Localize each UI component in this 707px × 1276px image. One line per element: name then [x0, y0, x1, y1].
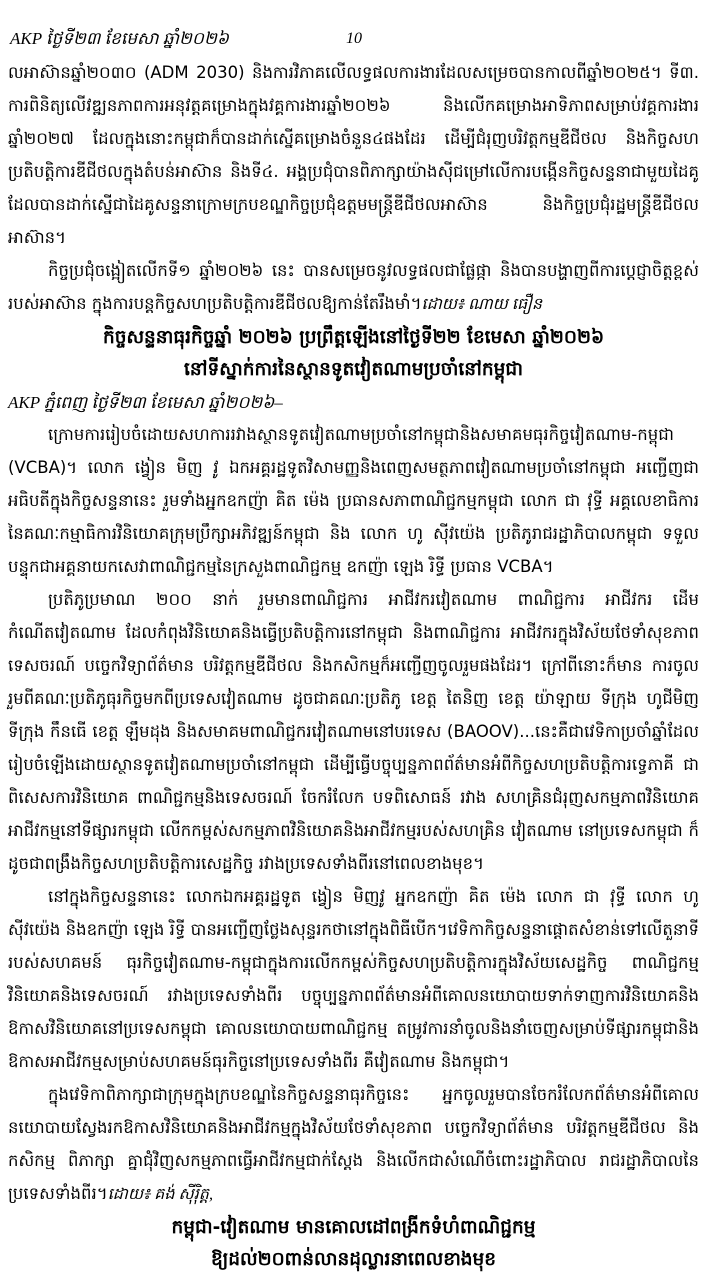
paragraph: ប្រតិភូប្រមាណ ២០០ នាក់ រួមមានពាណិជ្ជការ អាជីវករវៀតណាម ពាណិជ្ជការ អាជីវករ ដើមកំណើតវៀតណាម ដែលកំពុងវិនិយោគនិងធ្វើប្រតិបត្តិការនៅកម្ពុជា និងពាណិជ្ជការ អាជីវករក្នុងវិស័យថែទាំសុខភាព ទេសចរណ៍ បច្ចេកវិទ្យាព័ត៌មាន បរិវត្តកម្មឌីជីថល និងកសិកម្មក៏អញ្ជើញចូលរួមផងដែរ។ ក្រៅពីនោះក៏មាន ការចូលរួមពីគណៈប្រតិភូធុរកិច្ចមកពីប្រទេសវៀតណាម ដូចជាគណៈប្រតិភូ ខេត្ត តៃនិញ ខេត្ត យ៉ាឡាយ ទីក្រុង ហូជីមិញ ទីក្រុង កឹនធើ ខេត្ត ឡឹមដុង និងសមាគមពាណិជ្ជករវៀតណាមនៅបរទេស (BAOOV)...នេះគឺជាវេទិកាប្រចាំឆ្នាំដែលរៀបចំឡើងដោយស្ថានទូតវៀតណាមប្រចាំនៅកម្ពុជា ដើម្បីធ្វើបច្ចុប្បន្នភាពព័ត៌មានអំពីកិច្ចសហប្រតិបត្តិការទ្វេភាគី ជាពិសេសការវិនិយោគ ពាណិជ្ជកម្មនិងទេសចរណ៍ ចែករំលែក បទពិសោធន៍ រវាង សហគ្រិនជំរុញសកម្មភាពវិនិយោគ អាជីវកម្មនៅទីផ្សារកម្ពុជា លើកកម្ពស់សកម្មភាពវិនិយោគនិងអាជីវកម្មរបស់សហគ្រិន វៀតណាម នៅប្រទេសកម្ពុជា ក៏ដូចជាពង្រឹងកិច្ចសហប្រតិបត្តិការសេដ្ឋកិច្ច រវាងប្រទេសទាំងពីរនៅពេលខាងមុខ។	[8, 590, 699, 873]
byline-business-article: ដោយ៖ គង់ ស៊ីរ៉ិត្ត,	[107, 1186, 213, 1203]
article-dateline: AKP ភ្នំពេញ ថ្ងៃទី២៣ ខែមេសា ឆ្នាំ២០២៦–	[8, 393, 283, 412]
paragraph	[8, 1078, 699, 1211]
article-business-dialogue	[8, 322, 699, 1211]
next-headline-line-1: កម្ពុជា-វៀតណាម មានគោលដៅពង្រីកទំហំពាណិជ្ជកម្ម	[171, 1217, 536, 1238]
headline-line-2: នៅទីស្នាក់ការនៃស្ថានទូតវៀតណាមប្រចាំនៅកម្ពុជា	[184, 359, 523, 380]
continuation-paragraph: លអាស៊ានឆ្នាំ២០៣០ (ADM 2030) និងការវិភាគលើលទ្ធផលការងារដែលសម្រេចបានកាលពីឆ្នាំ២០២៥។ ទី៣. ការពិនិត្យលើវឌ្ឍនភាពការអនុវត្តគម្រោងក្នុងវគ្គការងារឆ្នាំ២០២៦ និងលើកគម្រោងអាទិភាពសម្រាប់វគ្គការងារឆ្នាំ២០២៧ ដែលក្នុងនោះកម្ពុជាក៏បានដាក់ស្នើគម្រោងចំនួន៤ផងដែរ ដើម្បីជំរុញបរិវត្តកម្មឌីជីថល និងកិច្ចសហប្រតិបត្តិការឌីជីថលក្នុងតំបន់អាស៊ាន និងទី៤. អង្គប្រជុំបានពិភាក្សាយ៉ាងស៊ីជម្រៅលើការបង្កើនកិច្ចសន្ទនាជាមួយដៃគូដែលបានដាក់ស្នើជាដៃគូសន្ទនាក្រោមក្របខណ្ឌកិច្ចប្រជុំឧត្តមមន្ត្រីឌីជីថលអាស៊ាន និងកិច្ចប្រជុំរដ្ឋមន្ត្រីឌីជីថលអាស៊ាន។	[8, 63, 699, 247]
paragraph-text: ក្នុងវេទិកាពិភាក្សាជាក្រុមក្នុងក្របខណ្ឌនៃកិច្ចសន្ទនាធុរកិច្ចនេះ អ្នកចូលរួមបានចែករំលែកព័ត៌មានអំពីគោលនយោបាយស្វែងរកឱកាសវិនិយោគនិងអាជីវកម្មក្នុងវិស័យថែទាំសុខភាព បច្ចេកវិទ្យាព័ត៌មាន បរិវត្តកម្មឌីជីថល និងកសិកម្ម ពិភាក្សា គ្នាជុំវិញសកម្មភាពធ្វើអាជីវកម្មជាក់ស្តែង និងលើកជាសំណើចំពោះរដ្ឋាភិបាល រាជរដ្ឋាភិបាលនៃប្រទេសទាំងពីរ។	[8, 1085, 699, 1203]
article-asean-digital	[8, 56, 699, 321]
next-headline-line-2: ឱ្យដល់២០ពាន់លានដុល្លារនាពេលខាងមុខ	[210, 1249, 497, 1270]
paragraph: នៅក្នុងកិច្ចសន្ទនានេះ លោកឯកអគ្គរដ្ឋទូត ង្វៀន មិញវូ អ្នកឧកញ៉ា គិត ម៉េង លោក ជា វុទ្ធី លោក ហូ ស៊ីវយ៉េង និងឧកញ៉ា ឡេង រិទ្ធី បានអញ្ជើញថ្លែងសុន្ទរកថានៅក្នុងពិធីបើក។វេទិកាកិច្ចសន្ទនាផ្តោតសំខាន់ទៅលើតួនាទីរបស់សហគមន៍ ធុរកិច្ចវៀតណាម-កម្ពុជាក្នុងការលើកកម្ពស់កិច្ចសហប្រតិបត្តិការក្នុងវិស័យសេដ្ឋកិច្ច ពាណិជ្ជកម្ម វិនិយោគនិងទេសចរណ៍ រវាងប្រទេសទាំងពីរ បច្ចុប្បន្នភាពព័ត៌មានអំពីគោលនយោបាយទាក់ទាញការវិនិយោគនិងឱកាសវិនិយោគនៅប្រទេសកម្ពុជា គោលនយោបាយពាណិជ្ជកម្ម តម្រូវការនាំចូលនិងនាំចេញសម្រាប់ទីផ្សារកម្ពុជានិងឱកាសអាជីវកម្មសម្រាប់សហគមន៍ធុរកិច្ចនៅប្រទេសទាំងពីរ គឺវៀតណាម និងកម្ពុជា។	[8, 887, 699, 1071]
byline-asean-article: ដោយ៖ ណាយ ធឿន	[421, 296, 543, 313]
paragraph: ក្រោមការរៀបចំដោយសហការរវាងស្ថានទូតវៀតណាមប្រចាំនៅកម្ពុជានិងសមាគមធុរកិច្ចវៀតណាម-កម្ពុជា (VCBA)។ លោក ង្វៀន មិញ វូ ឯកអគ្គរដ្ឋទូតវិសាមញ្ញនិងពេញសមត្ថភាពវៀតណាមប្រចាំនៅកម្ពុជា អញ្ជើញជា អធិបតីក្នុងកិច្ចសន្ទនានេះ រួមទាំងអ្នកឧកញ៉ា គិត ម៉េង ប្រធានសភាពាណិជ្ជកម្មកម្ពុជា លោក ជា វុទ្ធី អគ្គលេខាធិការនៃគណៈកម្មាធិការវិនិយោគក្រុមប្រឹក្សាអភិវឌ្ឍន៍កម្ពុជា និង លោក ហូ ស៊ីវយ៉េង ប្រតិភូរាជរដ្ឋាភិបាលកម្ពុជា ទទួលបន្ទុកជាអគ្គនាយកសេវាពាណិជ្ជកម្មនៃក្រសួងពាណិជ្ជកម្ម ឧកញ៉ា ឡេង រិទ្ធី ប្រធាន VCBA។	[8, 425, 699, 576]
article-body	[8, 418, 699, 1211]
next-article-headline	[8, 1212, 699, 1276]
header-issue-dateline: AKP ថ្ងៃទី២៣ ខែមេសា ឆ្នាំ២០២៦	[10, 29, 229, 48]
headline-line-1: កិច្ចសន្ទនាធុរកិច្ចឆ្នាំ ២០២៦ ប្រព្រឹត្តឡើងនៅថ្ងៃទី២២ ខែមេសា ឆ្នាំ២០២៦	[102, 327, 605, 348]
page-number: 10	[346, 30, 362, 47]
closing-paragraph-text: កិច្ចប្រជុំចង្អៀតលើកទី១ ឆ្នាំ២០២៦ នេះ បានសម្រេចនូវលទ្ធផលជាផ្លែផ្កា និងបានបង្ហាញពីការប្តេជ្ញាចិត្តខ្ពស់របស់អាស៊ាន ក្នុងការបន្តកិច្ចសហប្រតិបត្តិការឌីជីថលឱ្យកាន់តែរឹងមាំ។	[8, 261, 699, 313]
closing-paragraph	[8, 254, 699, 321]
page-header	[8, 26, 699, 56]
article-headline	[8, 322, 699, 386]
